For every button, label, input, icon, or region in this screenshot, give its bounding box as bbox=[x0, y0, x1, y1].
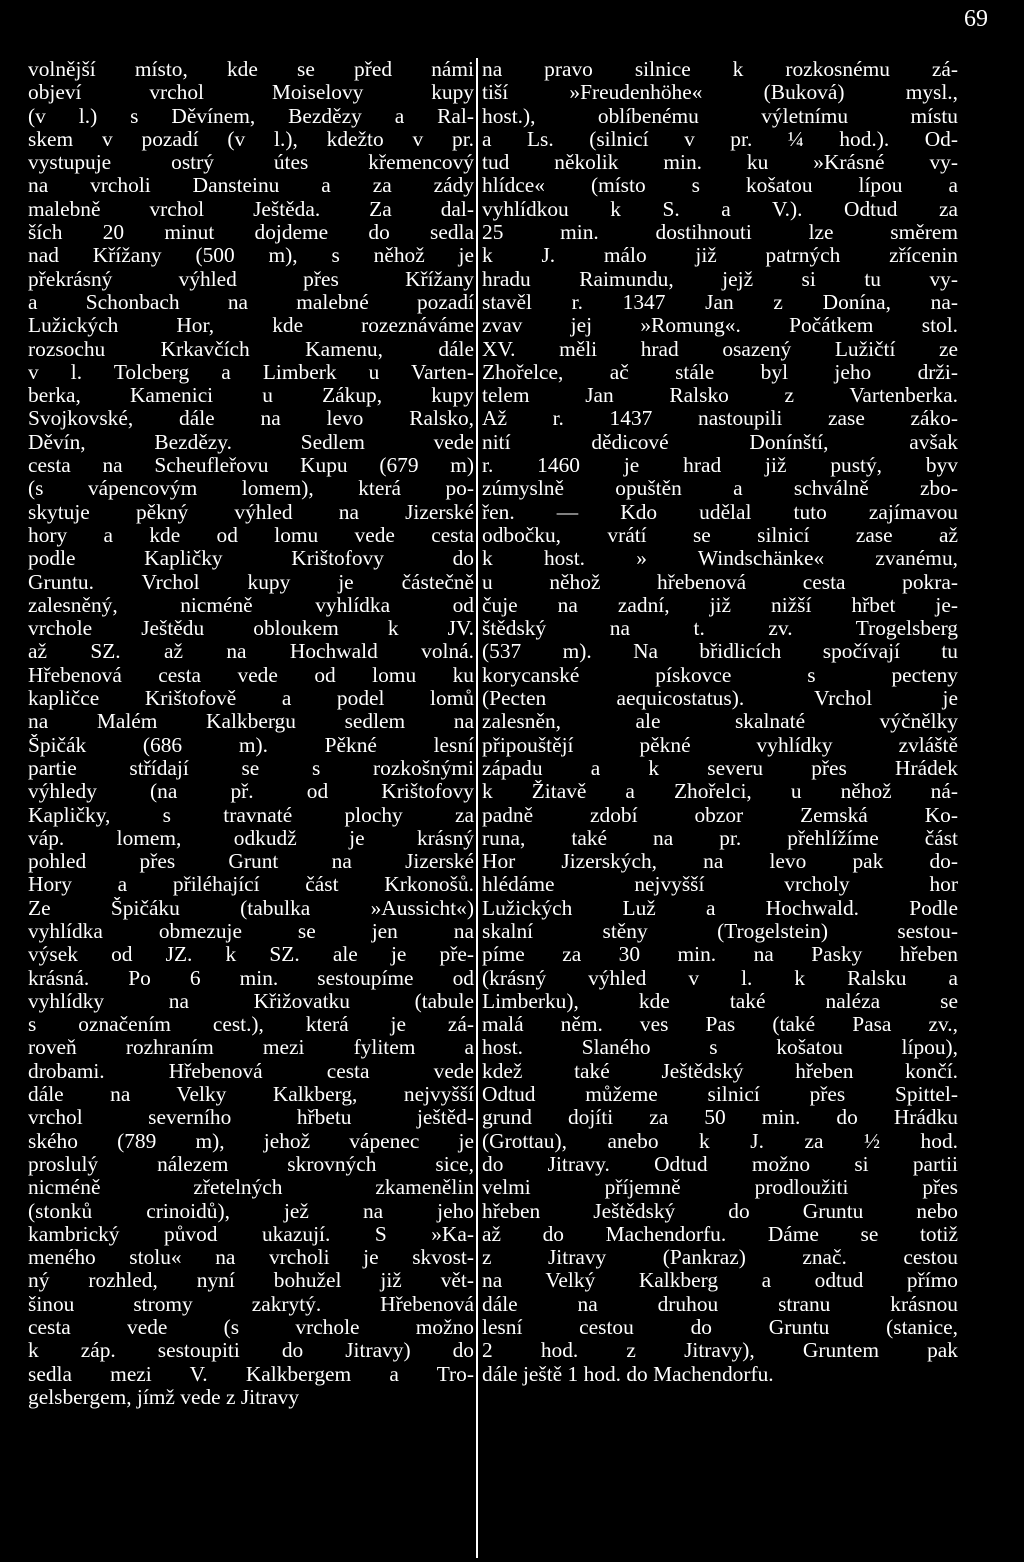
text-line: partie střídají se s rozkošnými bbox=[28, 756, 474, 780]
text-line: hřeben Ještědský do Gruntu nebo bbox=[482, 1199, 958, 1223]
text-line: výsek od JZ. k SZ. ale je pře- bbox=[28, 943, 474, 967]
text-line: krásná. Po 6 min. sestoupíme od bbox=[28, 966, 474, 990]
text-line: Kapličky, s travnaté plochy za bbox=[28, 803, 474, 827]
text-line: tiší »Freudenhöhe« (Buková) mysl., bbox=[482, 81, 958, 105]
text-line: na Malém Kalkbergu sedlem na bbox=[28, 710, 474, 734]
text-line: na pravo silnice k rozkosnému zá- bbox=[482, 58, 958, 81]
text-line: Odtud můžeme silnicí přes Spittel- bbox=[482, 1083, 958, 1107]
text-line: západu a k severu přes Hrádek bbox=[482, 756, 958, 780]
text-line: XV. měli hrad osazený Lužičtí ze bbox=[482, 337, 958, 361]
text-line: volnější místo, kde se před námi bbox=[28, 58, 474, 81]
text-line: proslulý nálezem skrovných sice, bbox=[28, 1152, 474, 1176]
text-line: padně zdobí obzor Zemská Ko- bbox=[482, 803, 958, 827]
text-line: skem v pozadí (v l.), kdežto v pr. bbox=[28, 127, 474, 151]
text-line: stavěl r. 1347 Jan z Donína, na- bbox=[482, 290, 958, 314]
text-line: k Žitavě a Zhořelci, u něhož ná- bbox=[482, 780, 958, 804]
text-line: Špičák (686 m). Pěkné lesní bbox=[28, 733, 474, 757]
text-line: řen. — Kdo udělal tuto zajímavou bbox=[482, 500, 958, 524]
text-line: ších 20 minut dojdeme do sedla bbox=[28, 221, 474, 245]
text-line: roveň rozhraním mezi fylitem a bbox=[28, 1036, 474, 1060]
text-line: zúmyslně opuštěn a schválně zbo- bbox=[482, 477, 958, 501]
text-line: Svojkovské, dále na levo Ralsko, bbox=[28, 407, 474, 431]
text-line: ského (789 m), jehož vápenec je bbox=[28, 1129, 474, 1153]
text-line: odbočku, vrátí se silnicí zase až bbox=[482, 523, 958, 547]
text-line: k host. » Windschänke« zvanému, bbox=[482, 547, 958, 571]
text-line: korycanské pískovce s pecteny bbox=[482, 663, 958, 687]
text-line: skytuje pěkný výhled na Jizerské bbox=[28, 500, 474, 524]
text-line: objeví vrchol Moiselovy kupy bbox=[28, 81, 474, 105]
text-line: meného stolu« na vrcholi je skvost- bbox=[28, 1246, 474, 1270]
text-line: zvav jej »Romung«. Počátkem stol. bbox=[482, 314, 958, 338]
column-divider bbox=[476, 58, 478, 1558]
text-line: vyhlídkou k S. a V.). Odtud za bbox=[482, 197, 958, 221]
text-line: rozsochu Krkavčích Kamenu, dále bbox=[28, 337, 474, 361]
text-line: hradu Raimundu, jejž si tu vy- bbox=[482, 267, 958, 291]
text-line: 25 min. dostihnouti lze směrem bbox=[482, 221, 958, 245]
text-line: Ze Špičáku (tabulka »Aussicht«) bbox=[28, 896, 474, 920]
text-line: nití dědicové Donínští, avšak bbox=[482, 430, 958, 454]
text-line: do Jitravy. Odtud možno si partii bbox=[482, 1152, 958, 1176]
text-line: až do Machendorfu. Dáme se totiž bbox=[482, 1222, 958, 1246]
text-line: nad Křížany (500 m), s něhož je bbox=[28, 244, 474, 268]
text-line: malebně vrchol Ještěda. Za dal- bbox=[28, 197, 474, 221]
text-line: podle Kapličky Krištofovy do bbox=[28, 547, 474, 571]
text-line: k J. málo již patrných zřícenin bbox=[482, 244, 958, 268]
text-line: vyhlídky na Křižovatku (tabule bbox=[28, 989, 474, 1013]
text-line: skalní stěny (Trogelstein) sestou- bbox=[482, 919, 958, 943]
text-line: Lužických Hor, kde rozeznáváme bbox=[28, 314, 474, 338]
text-line: host.), oblíbenému výletnímu místu bbox=[482, 104, 958, 128]
text-line: překrásný výhled přes Křížany bbox=[28, 267, 474, 291]
text-line: k záp. sestoupiti do Jitravy) do bbox=[28, 1339, 474, 1363]
text-line: runa, také na pr. přehlížíme část bbox=[482, 826, 958, 850]
page-number: 69 bbox=[964, 6, 988, 32]
text-line: gelsbergem, jímž vede z Jitravy bbox=[28, 1385, 300, 1409]
text-line: vyhlídka obmezuje se jen na bbox=[28, 919, 474, 943]
text-line: v l. Tolcberg a Limberk u Varten- bbox=[28, 360, 474, 384]
text-line: Zhořelce, ač stále byl jeho drži- bbox=[482, 360, 958, 384]
text-line: kapličce Krištofově a podel lomů bbox=[28, 687, 474, 711]
text-line: váp. lomem, odkudž je krásný bbox=[28, 826, 474, 850]
text-line: připouštějí pěkné vyhlídky zvláště bbox=[482, 733, 958, 757]
text-line: pohled přes Grunt na Jizerské bbox=[28, 850, 474, 874]
text-line: vrchol severního hřbetu ještěd- bbox=[28, 1106, 474, 1130]
text-line: lesní cestou do Gruntu (stanice, bbox=[482, 1316, 958, 1340]
text-line: berka, Kamenici u Zákup, kupy bbox=[28, 384, 474, 408]
text-line: Hory a přiléhající část Krkonošů. bbox=[28, 873, 474, 897]
text-line: hlídce« (místo s košatou lípou a bbox=[482, 174, 958, 198]
right-text-column bbox=[482, 58, 958, 1386]
left-text-column bbox=[28, 58, 474, 1409]
text-line: dále na Velky Kalkberg, nejvyšší bbox=[28, 1083, 474, 1107]
text-line: vystupuje ostrý útes křemencový bbox=[28, 151, 474, 175]
text-line: Limberku), kde také naléza se bbox=[482, 989, 958, 1013]
text-line: hory a kde od lomu vede cesta bbox=[28, 523, 474, 547]
text-line: velmi příjemně prodloužiti přes bbox=[482, 1176, 958, 1200]
text-line: tud několik min. ku »Krásné vy- bbox=[482, 151, 958, 175]
text-line: grund dojíti za 50 min. do Hrádku bbox=[482, 1106, 958, 1130]
text-line: až SZ. až na Hochwald volná. bbox=[28, 640, 474, 664]
text-line: čuje na zadní, již nižší hřbet je- bbox=[482, 593, 958, 617]
text-line: Hřebenová cesta vede od lomu ku bbox=[28, 663, 474, 687]
text-line: šinou stromy zakrytý. Hřebenová bbox=[28, 1292, 474, 1316]
text-line: z Jitravy (Pankraz) znač. cestou bbox=[482, 1246, 958, 1270]
text-line: cesta vede (s vrchole možno bbox=[28, 1316, 474, 1340]
text-line: štědský na t. zv. Trogelsberg bbox=[482, 617, 958, 641]
text-line: cesta na Scheufleřovu Kupu (679 m) bbox=[28, 454, 474, 478]
text-line: malá něm. ves Pas (také Pasa zv., bbox=[482, 1013, 958, 1037]
text-line: vrchole Ještědu obloukem k JV. bbox=[28, 617, 474, 641]
text-line: 2 hod. z Jitravy), Gruntem pak bbox=[482, 1339, 958, 1363]
text-line: Děvín, Bezdězy. Sedlem vede bbox=[28, 430, 474, 454]
text-line: hlédáme nejvyšší vrcholy hor bbox=[482, 873, 958, 897]
text-line: dále na druhou stranu krásnou bbox=[482, 1292, 958, 1316]
text-line: Hor Jizerských, na levo pak do- bbox=[482, 850, 958, 874]
text-line: výhledy (na př. od Krištofovy bbox=[28, 780, 474, 804]
text-line: sedla mezi V. Kalkbergem a Tro- bbox=[28, 1362, 474, 1386]
text-line: (stonků crinoidů), jež na jeho bbox=[28, 1199, 474, 1223]
text-line: na vrcholi Dansteinu a za zády bbox=[28, 174, 474, 198]
text-line: dále ještě 1 hod. do Machendorfu. bbox=[482, 1362, 774, 1386]
text-line: Gruntu. Vrchol kupy je částečně bbox=[28, 570, 474, 594]
text-line: zalesněný, nicméně vyhlídka od bbox=[28, 593, 474, 617]
text-line: (krásný výhled v l. k Ralsku a bbox=[482, 966, 958, 990]
text-line: telem Jan Ralsko z Vartenberka. bbox=[482, 384, 958, 408]
text-line: píme za 30 min. na Pasky hřeben bbox=[482, 943, 958, 967]
text-line: kambrický původ ukazují. S »Ka- bbox=[28, 1222, 474, 1246]
text-line: ný rozhled, nyní bohužel již vět- bbox=[28, 1269, 474, 1293]
text-line: a Ls. (silnicí v pr. ¼ hod.). Od- bbox=[482, 127, 958, 151]
text-line: zalesněn, ale skalnaté výčnělky bbox=[482, 710, 958, 734]
text-line: Až r. 1437 nastoupili zase záko- bbox=[482, 407, 958, 431]
text-line: host. Slaného s košatou lípou), bbox=[482, 1036, 958, 1060]
text-line: Lužických Luž a Hochwald. Podle bbox=[482, 896, 958, 920]
text-line: nicméně zřetelných zkamenělin bbox=[28, 1176, 474, 1200]
text-line: (Grottau), anebo k J. za ½ hod. bbox=[482, 1129, 958, 1153]
text-line: (v l.) s Děvínem, Bezdězy a Ral- bbox=[28, 104, 474, 128]
text-line: kdež také Ještědský hřeben končí. bbox=[482, 1059, 958, 1083]
text-line: s označením cest.), která je zá- bbox=[28, 1013, 474, 1037]
text-line: a Schonbach na malebné pozadí bbox=[28, 290, 474, 314]
text-line: na Velký Kalkberg a odtud přímo bbox=[482, 1269, 958, 1293]
text-line: u něhož hřebenová cesta pokra- bbox=[482, 570, 958, 594]
text-line: r. 1460 je hrad již pustý, byv bbox=[482, 454, 958, 478]
text-line: (s vápencovým lomem), která po- bbox=[28, 477, 474, 501]
text-line: drobami. Hřebenová cesta vede bbox=[28, 1059, 474, 1083]
text-line: (537 m). Na břidlicích spočívají tu bbox=[482, 640, 958, 664]
text-line: (Pecten aequicostatus). Vrchol je bbox=[482, 687, 958, 711]
